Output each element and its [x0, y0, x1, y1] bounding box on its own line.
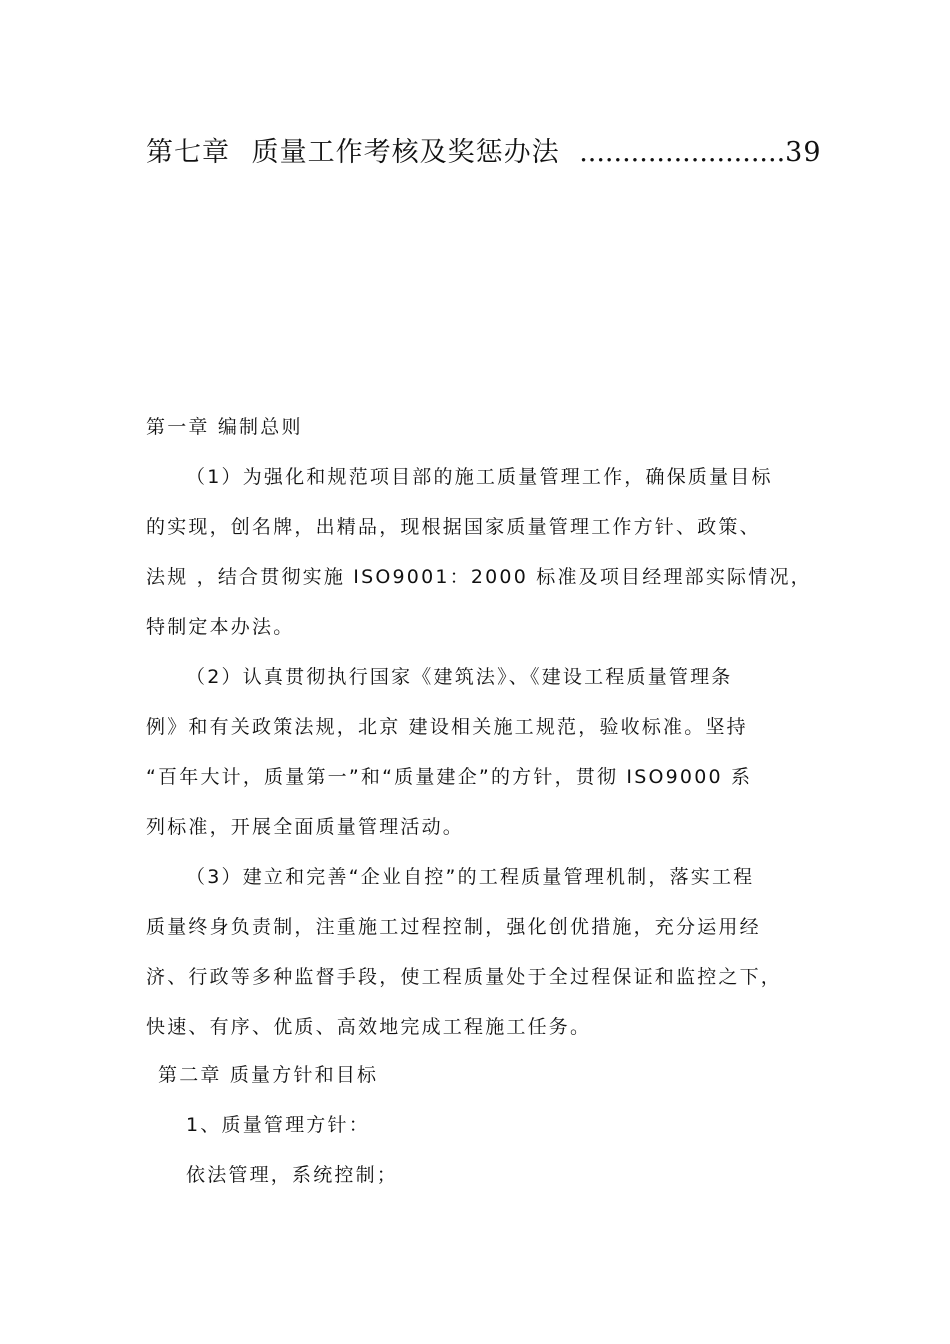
toc-entry[interactable] — [146, 130, 822, 169]
paragraph-line: （2）认真贯彻执行国家《建筑法》、《建设工程质量管理条 — [186, 666, 733, 688]
chapter2-heading: 第二章 质量方针和目标 — [158, 1064, 379, 1086]
chapter1-heading: 第一章 编制总则 — [146, 416, 303, 438]
paragraph-line: 列标准，开展全面质量管理活动。 — [146, 816, 465, 838]
paragraph-line: 例》和有关政策法规，北京 建设相关施工规范，验收标准。坚持 — [146, 716, 748, 738]
paragraph-line: 法规 ，结合贯彻实施 ISO9001：2000 标准及项目经理部实际情况， — [146, 566, 812, 588]
paragraph-line: 质量终身负责制，注重施工过程控制，强化创优措施，充分运用经 — [146, 916, 761, 938]
toc-page-number: 39 — [785, 137, 822, 168]
paragraph-line: 1、质量管理方针： — [186, 1114, 370, 1136]
paragraph-line: 济、行政等多种监督手段，使工程质量处于全过程保证和监控之下， — [146, 966, 783, 988]
toc-leader-dots: ........................ — [579, 137, 786, 168]
toc-chapter-number: 第七章 — [146, 137, 230, 168]
paragraph-line: “百年大计，质量第一”和“质量建企”的方针，贯彻 ISO9000 系 — [146, 766, 753, 788]
paragraph-line: （3）建立和完善“企业自控”的工程质量管理机制，落实工程 — [186, 866, 755, 888]
toc-chapter-title: 质量工作考核及奖惩办法 — [251, 137, 560, 168]
paragraph-line: 快速、有序、优质、高效地完成工程施工任务。 — [146, 1016, 592, 1038]
paragraph-line: 的实现，创名牌，出精品，现根据国家质量管理工作方针、政策、 — [146, 516, 761, 538]
paragraph-line: 特制定本办法。 — [146, 616, 295, 638]
paragraph-line: 依法管理，系统控制； — [186, 1164, 399, 1186]
paragraph-line: （1）为强化和规范项目部的施工质量管理工作，确保质量目标 — [186, 466, 773, 488]
